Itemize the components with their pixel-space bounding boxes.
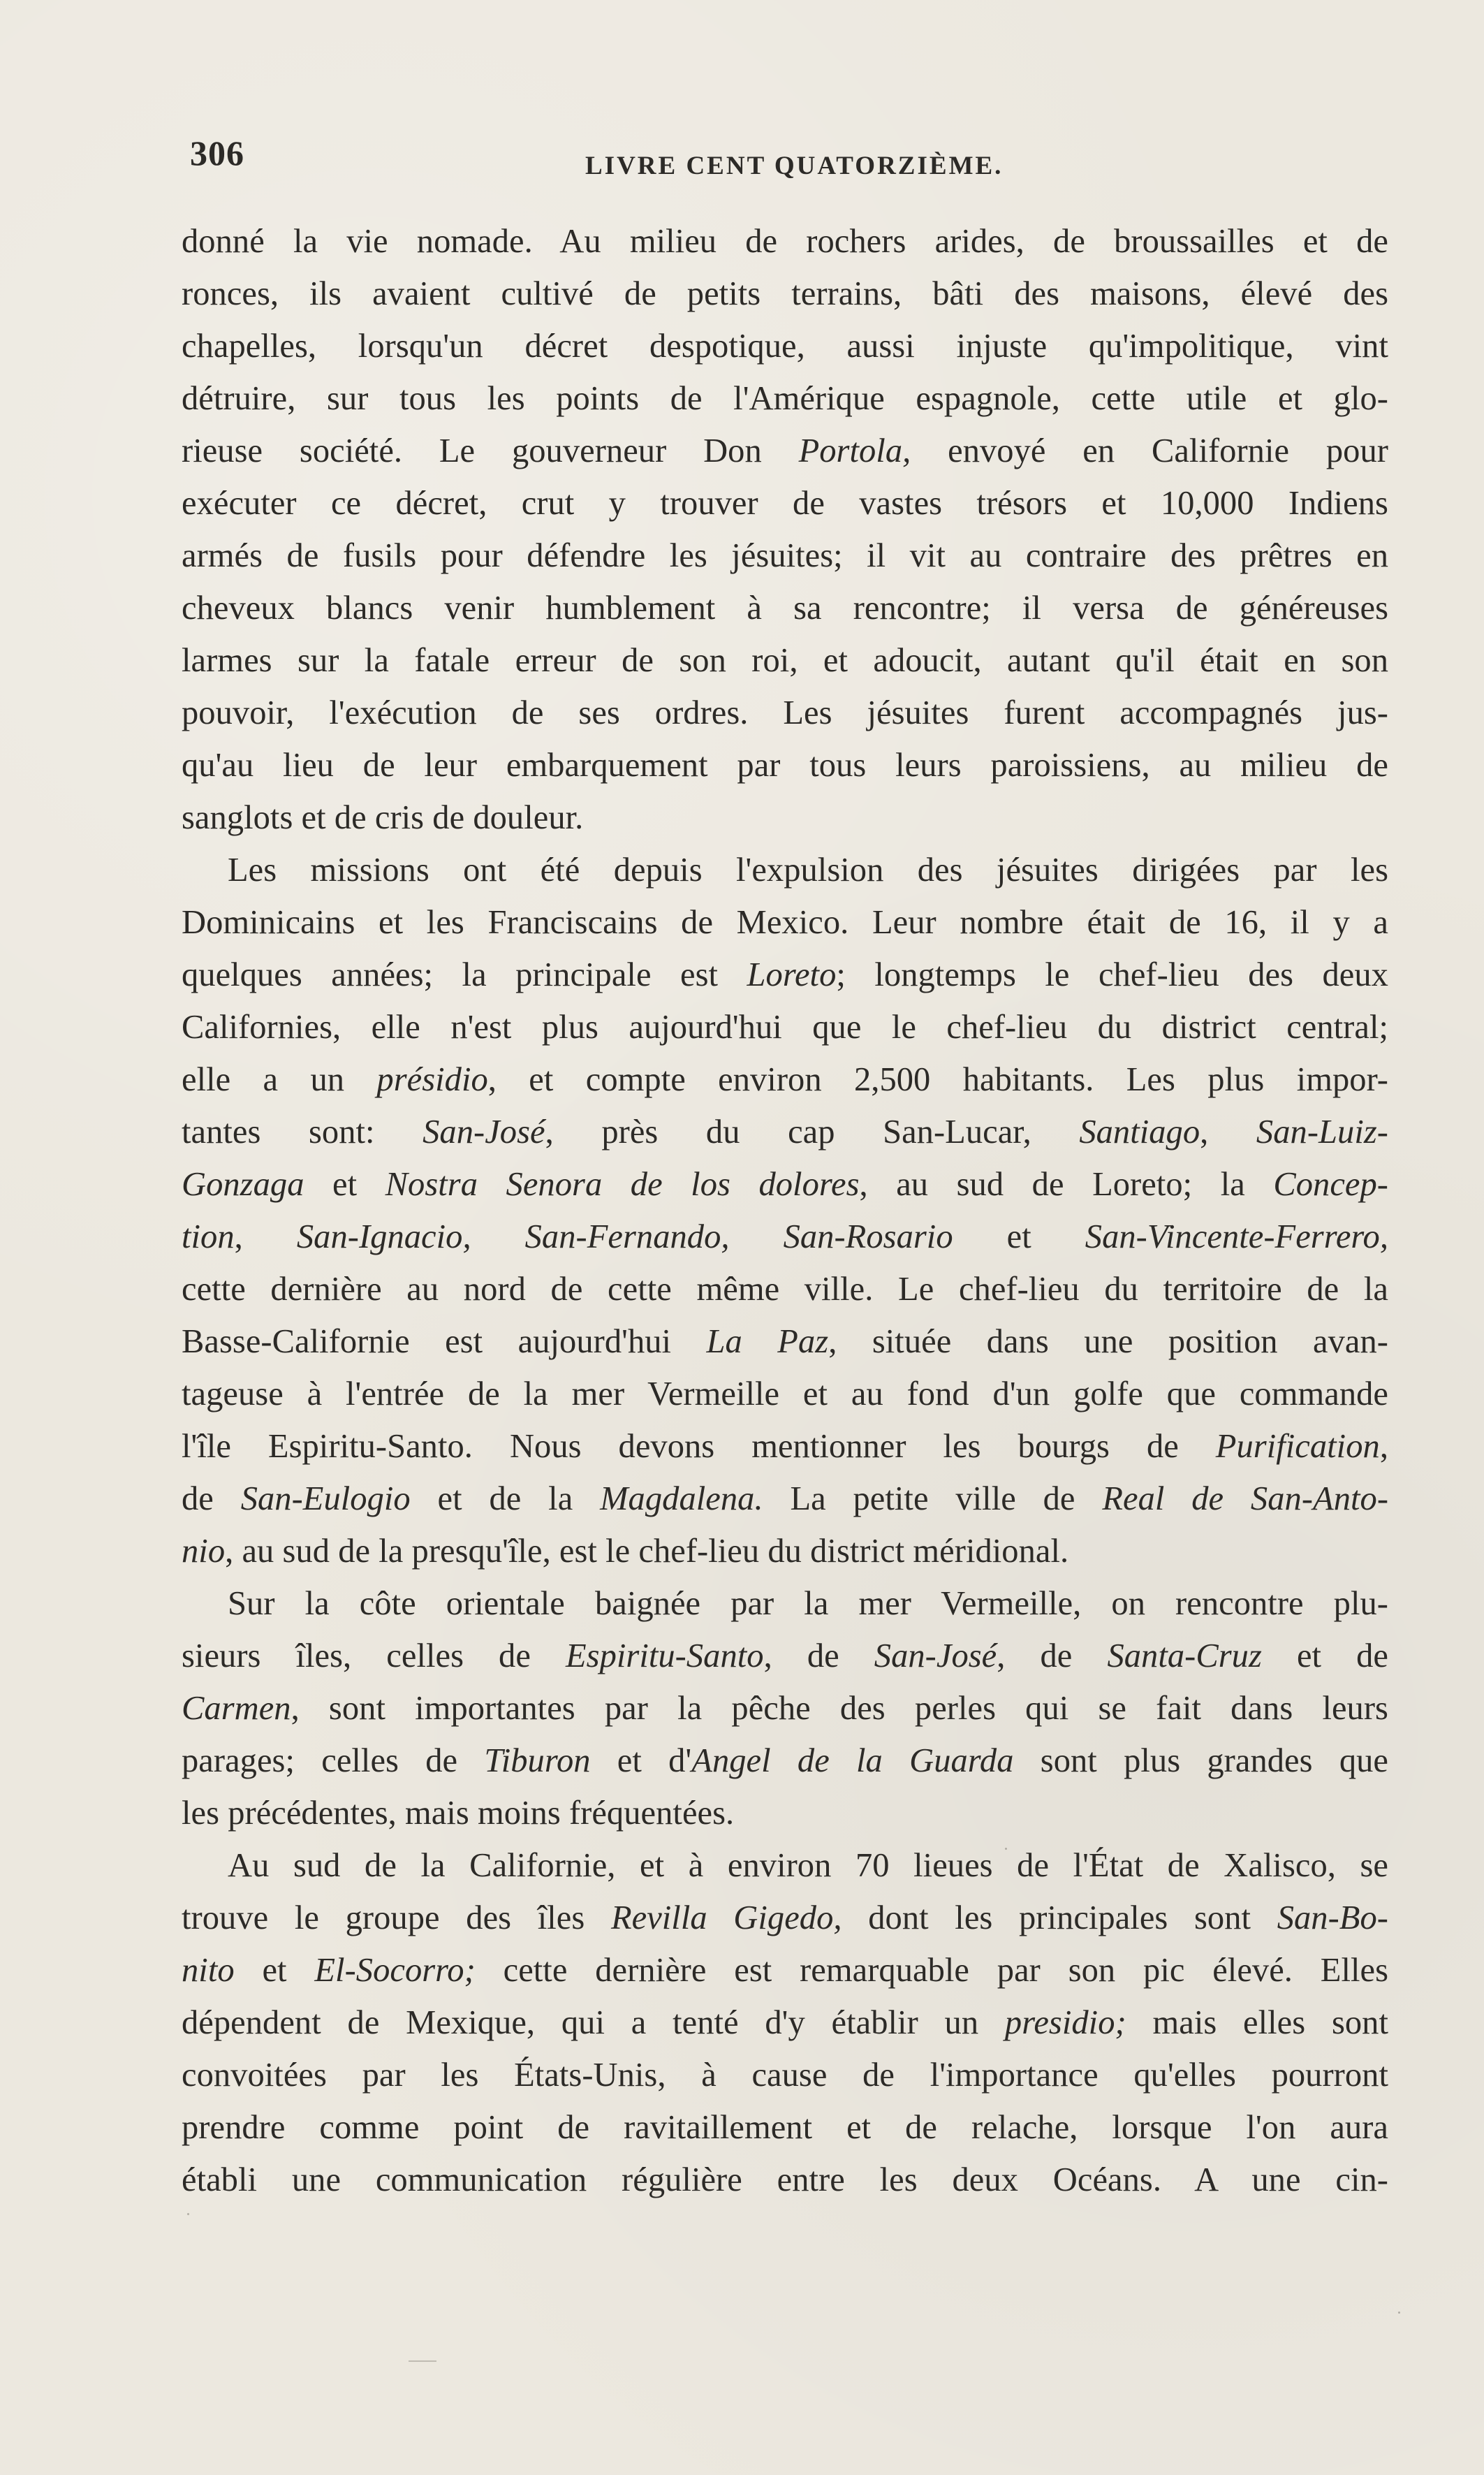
text-line [182,2049,1388,2101]
text-line [182,1525,1388,1577]
text-run: tageuse à l'entrée de la mer Vermeille et au fond d'un golfe que commande [182,1375,1388,1412]
text-run: , et compte environ 2,500 habitants. Les plus impor- [487,1061,1389,1098]
text-run: donné la vie nomade. Au milieu de rochers arides, de broussailles et de [182,223,1388,260]
text-run: pouvoir, l'exécution de ses ordres. Les jésuites furent accompagnés jus- [182,694,1388,731]
text-run: tantes sont: [182,1114,423,1151]
italic-text: Santa-Cruz [1107,1637,1262,1674]
italic-text: Santiago [1079,1114,1200,1151]
text-line [182,372,1388,425]
text-line [182,1839,1388,1892]
text-run: , de [763,1637,874,1674]
text-run: établi une communication régulière entre les deux Océans. A une cin- [182,2161,1388,2198]
text-run: armés de fusils pour défendre les jésuites; il vit au contraire des prêtres en [182,537,1388,574]
text-line [182,1735,1388,1787]
scan-speck [1398,2312,1400,2314]
text-line [182,582,1388,634]
text-run: , près du cap San-Lucar, [545,1114,1080,1151]
text-line [182,1892,1388,1944]
text-run: mais elles sont [1126,2004,1388,2041]
text-run: qu'au lieu de leur embarquement par tous leurs paroissiens, au milieu de [182,747,1388,784]
italic-text: presidio; [1004,2004,1126,2041]
text-line [182,791,1388,844]
text-run: convoitées par les États-Unis, à cause de l'importance qu'elles pourront [182,2057,1388,2094]
italic-text: Espiritu-Santo [565,1637,764,1674]
text-run: Au sud de la Californie, et à environ 70 lieues de l'État de Xalisco, se [228,1847,1388,1884]
running-head: LIVRE CENT QUATORZIÈME. [585,152,1004,180]
paragraph [182,1839,1388,2206]
text-line [182,1787,1388,1839]
text-line [182,1682,1388,1735]
text-line [182,1158,1388,1211]
italic-text: Purification [1215,1428,1380,1465]
text-line [182,530,1388,582]
text-run: larmes sur la fatale erreur de son roi, et adoucit, autant qu'il était en son [182,642,1388,679]
scan-speck [1005,1848,1007,1850]
text-run: Sur la côte orientale baignée par la mer Vermeille, on rencontre plu- [228,1585,1388,1622]
text-run: , [1200,1114,1256,1151]
text-run: dépendent de Mexique, qui a tenté d'y établir un [182,2004,1005,2041]
text-line [182,1473,1388,1525]
text-line [182,687,1388,739]
text-line [182,2101,1388,2154]
text-run: Les missions ont été depuis l'expulsion des jésuites dirigées par les [228,852,1388,889]
text-line [182,320,1388,372]
text-run: , au sud de la presqu'île, est le chef-lieu du district méridional. [225,1533,1069,1570]
italic-text: Tiburon [484,1742,591,1779]
text-run: ronces, ils avaient cultivé de petits terrains, bâti des maisons, élevé des [182,275,1388,312]
scan-speck [187,2213,189,2215]
text-line [182,1577,1388,1630]
text-line [182,1106,1388,1158]
italic-text: Loreto [747,956,837,993]
italic-text: San-Ignacio, San-Fernando, San-Rosario [296,1218,953,1255]
text-run: cette dernière au nord de cette même ville. Le chef-lieu du territoire de la [182,1271,1388,1308]
text-run: Basse-Californie est aujourd'hui [182,1323,707,1360]
text-line [182,1368,1388,1420]
italic-text: La Paz [706,1323,829,1360]
page-number: 306 [190,133,244,173]
text-line [182,739,1388,791]
text-line [182,425,1388,477]
text-run: cette dernière est remarquable par son pic élevé. Elles [475,1952,1388,1989]
text-line [182,1211,1388,1263]
italic-text: présidio [376,1061,488,1098]
italic-text: Magdalena. [600,1480,763,1517]
text-run: sont plus grandes que [1013,1742,1388,1779]
italic-text: Gonzaga [182,1166,304,1203]
text-line [182,215,1388,268]
text-line [182,268,1388,320]
text-run: et d' [590,1742,692,1779]
text-run: et de [1261,1637,1389,1674]
text-run: cheveux blancs venir humblement à sa rencontre; il versa de généreuses [182,590,1388,627]
text-run: et [234,1952,315,1989]
text-run: prendre comme point de ravitaillement et de relache, lorsque l'on aura [182,2109,1388,2146]
text-run: dont les principales sont [842,1899,1277,1936]
italic-text: nio [182,1533,226,1570]
text-line [182,1996,1388,2049]
italic-text: Revilla Gigedo, [610,1899,842,1936]
text-line [182,1630,1388,1682]
italic-text: nito [182,1952,235,1989]
text-line [182,1263,1388,1315]
text-line [182,896,1388,949]
italic-text: San-Vincente-Ferrero, [1085,1218,1388,1255]
italic-text: Portola, [798,432,911,469]
paragraph [182,215,1388,844]
text-run: rieuse société. Le gouverneur Don [182,432,799,469]
italic-text: Nostra Senora de los dolores [385,1166,860,1203]
text-line [182,844,1388,896]
text-line [182,1944,1388,1996]
text-run: quelques années; la principale est [182,956,747,993]
text-line [182,2154,1388,2206]
italic-text: San-Eulogio [240,1480,411,1517]
text-line [182,1420,1388,1473]
text-run: envoyé en Californie pour [911,432,1388,469]
text-run: exécuter ce décret, crut y trouver de vastes trésors et 10,000 Indiens [182,485,1388,522]
italic-text: tion [182,1218,235,1255]
text-line [182,1001,1388,1053]
italic-text: San-Luiz- [1256,1114,1388,1151]
text-run: ; longtemps le chef-lieu des deux [836,956,1388,993]
body-text [182,215,1388,2206]
text-run: de [182,1480,241,1517]
italic-text: San-Bo- [1277,1899,1388,1936]
text-line [182,1053,1388,1106]
text-run: et [953,1218,1085,1255]
text-run: elle a un [182,1061,377,1098]
text-line [182,634,1388,687]
text-line [182,949,1388,1001]
text-run: , [234,1218,297,1255]
text-run: trouve le groupe des îles [182,1899,611,1936]
scan-mark [409,2360,436,2362]
text-run: sanglots et de cris de douleur. [182,799,584,836]
text-run: , [1379,1428,1388,1465]
text-run: les précédentes, mais moins fréquentées. [182,1795,735,1832]
italic-text: Carmen [182,1690,291,1727]
text-run: sieurs îles, celles de [182,1637,566,1674]
italic-text: Angel de la Guarda [691,1742,1014,1779]
text-run: l'île Espiritu-Santo. Nous devons mentionner les bourgs de [182,1428,1216,1465]
text-run: Californies, elle n'est plus aujourd'hui que le chef-lieu du district central; [182,1009,1388,1046]
italic-text: San-José [874,1637,997,1674]
text-run: , située dans une position avan- [828,1323,1388,1360]
paragraph [182,844,1388,1577]
text-run: La petite ville de [763,1480,1103,1517]
italic-text: El-Socorro; [314,1952,476,1989]
italic-text: San-José [423,1114,545,1151]
text-run: chapelles, lorsqu'un décret despotique, aussi injuste qu'impolitique, vint [182,328,1388,365]
text-run: , sont importantes par la pêche des perles qui se fait dans leurs [291,1690,1388,1727]
text-run: , de [997,1637,1108,1674]
text-run: et [304,1166,385,1203]
text-run: , au sud de Loreto; la [859,1166,1274,1203]
italic-text: Real de San-Anto- [1102,1480,1389,1517]
text-line [182,1315,1388,1368]
paragraph [182,1577,1388,1839]
text-run: détruire, sur tous les points de l'Amérique espagnole, cette utile et glo- [182,380,1388,417]
italic-text: Concep- [1273,1166,1388,1203]
text-run: et de la [410,1480,601,1517]
text-run: Dominicains et les Franciscains de Mexico. Leur nombre était de 16, il y a [182,904,1388,941]
text-run: parages; celles de [182,1742,485,1779]
text-line [182,477,1388,530]
